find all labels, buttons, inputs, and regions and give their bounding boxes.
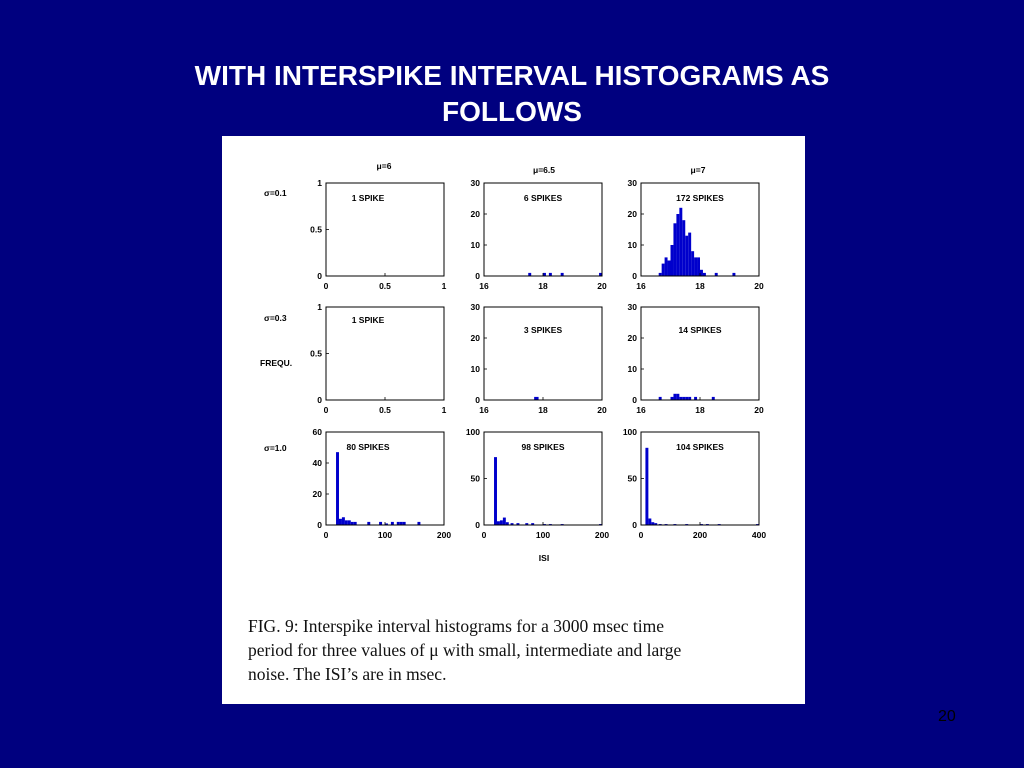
histogram-bar bbox=[503, 518, 506, 525]
x-tick-label: 18 bbox=[695, 281, 705, 291]
y-tick-label: 100 bbox=[465, 427, 480, 437]
y-tick-label: 10 bbox=[470, 240, 480, 250]
histogram-bar bbox=[342, 517, 345, 525]
x-tick-label: 400 bbox=[751, 530, 767, 540]
column-label-mu-6: μ=6 bbox=[376, 161, 392, 171]
y-tick-label: 0 bbox=[632, 395, 637, 405]
y-tick-label: 30 bbox=[470, 302, 480, 312]
x-tick-label: 100 bbox=[377, 530, 393, 540]
histogram-grid bbox=[222, 136, 805, 596]
spike-count-label: 3 SPIKES bbox=[523, 325, 563, 335]
histogram-bar bbox=[494, 457, 497, 525]
x-tick-label: 200 bbox=[594, 530, 610, 540]
page-number: 20 bbox=[938, 708, 956, 725]
y-tick-label: 30 bbox=[627, 178, 637, 188]
plot-frame bbox=[326, 307, 444, 400]
y-tick-label: 30 bbox=[470, 178, 480, 188]
histogram-bar bbox=[345, 520, 348, 525]
x-tick-label: 0 bbox=[323, 405, 329, 415]
x-tick-label: 100 bbox=[535, 530, 551, 540]
y-tick-label: 20 bbox=[470, 333, 480, 343]
histogram-bar bbox=[676, 394, 679, 400]
y-tick-label: 40 bbox=[312, 458, 322, 468]
histogram-bar bbox=[673, 223, 676, 276]
x-tick-label: 1 bbox=[441, 281, 447, 291]
y-tick-label: 10 bbox=[627, 240, 637, 250]
figure-caption bbox=[248, 614, 793, 686]
y-tick-label: 0 bbox=[317, 395, 322, 405]
histogram-bar bbox=[700, 270, 703, 276]
histogram-bar bbox=[688, 233, 691, 276]
x-tick-label: 200 bbox=[692, 530, 708, 540]
histogram-bar bbox=[665, 257, 668, 276]
y-tick-label: 1 bbox=[317, 302, 322, 312]
histogram-bar bbox=[648, 518, 651, 525]
x-tick-label: 1 bbox=[441, 405, 447, 415]
histogram-bar bbox=[691, 251, 694, 276]
x-tick-label: 0 bbox=[323, 281, 329, 291]
y-tick-label: 0 bbox=[475, 520, 480, 530]
y-tick-label: 0 bbox=[317, 271, 322, 281]
spike-count-label: 1 SPIKE bbox=[351, 315, 385, 325]
x-tick-label: 0 bbox=[481, 530, 487, 540]
y-tick-label: 50 bbox=[470, 473, 480, 484]
slide-title-line-1: WITH INTERSPIKE INTERVAL HISTOGRAMS AS bbox=[194, 60, 830, 91]
y-tick-label: 0 bbox=[632, 520, 637, 530]
x-tick-label: 20 bbox=[597, 405, 607, 415]
y-tick-label: 10 bbox=[627, 364, 637, 374]
x-tick-label: 16 bbox=[479, 405, 489, 415]
y-tick-label: 20 bbox=[627, 333, 637, 343]
histogram-bar bbox=[671, 245, 674, 276]
slide-title bbox=[0, 58, 1024, 130]
x-tick-label: 20 bbox=[754, 405, 764, 415]
spike-count-label: 80 SPIKES bbox=[346, 442, 390, 452]
x-tick-label: 0.5 bbox=[379, 405, 391, 415]
x-axis-label: ISI bbox=[538, 553, 550, 563]
histogram-bar bbox=[679, 208, 682, 276]
y-axis-label: FREQU. bbox=[260, 358, 293, 368]
caption-line-3: noise. The ISI’s are in msec. bbox=[248, 664, 447, 684]
y-tick-label: 0 bbox=[475, 271, 480, 281]
y-tick-label: 60 bbox=[312, 427, 322, 437]
histogram-bar bbox=[336, 452, 339, 525]
x-tick-label: 0 bbox=[638, 530, 644, 540]
x-tick-label: 20 bbox=[597, 281, 607, 291]
histogram-bar bbox=[676, 214, 679, 276]
histogram-bar bbox=[694, 257, 697, 276]
histogram-2-1 bbox=[310, 302, 446, 415]
x-tick-label: 16 bbox=[479, 281, 489, 291]
y-tick-label: 0.5 bbox=[310, 348, 322, 359]
histogram-2-2 bbox=[471, 302, 607, 415]
spike-count-label: 172 SPIKES bbox=[676, 193, 724, 203]
y-tick-label: 20 bbox=[627, 209, 637, 219]
y-tick-label: 10 bbox=[470, 364, 480, 374]
y-tick-label: 30 bbox=[627, 302, 637, 312]
histogram-1-3 bbox=[628, 178, 764, 291]
spike-count-label: 1 SPIKE bbox=[351, 193, 385, 203]
histogram-1-2 bbox=[471, 178, 607, 291]
histogram-3-1 bbox=[313, 427, 452, 540]
histogram-bar bbox=[348, 520, 351, 525]
column-label-mu-7: μ=7 bbox=[690, 165, 706, 175]
histogram-bar bbox=[645, 448, 648, 525]
spike-count-label: 98 SPIKES bbox=[521, 442, 565, 452]
histogram-bar bbox=[668, 261, 671, 277]
y-tick-label: 0 bbox=[632, 271, 637, 281]
histogram-bar bbox=[697, 257, 700, 276]
histogram-1-1 bbox=[310, 178, 446, 291]
y-tick-label: 20 bbox=[312, 489, 322, 499]
histogram-bar bbox=[497, 521, 500, 525]
histogram-3-2 bbox=[466, 427, 610, 540]
y-tick-label: 0 bbox=[475, 395, 480, 405]
plot-frame bbox=[641, 307, 759, 400]
histogram-bar bbox=[500, 520, 503, 525]
spike-count-label: 14 SPIKES bbox=[678, 325, 722, 335]
x-tick-label: 20 bbox=[754, 281, 764, 291]
x-tick-label: 0 bbox=[323, 530, 329, 540]
slide-title-line-2: FOLLOWS bbox=[442, 96, 582, 127]
caption-line-1: FIG. 9: Interspike interval histograms for a 3000 msec time bbox=[248, 616, 665, 636]
spike-count-label: 104 SPIKES bbox=[676, 442, 724, 452]
y-tick-label: 0.5 bbox=[310, 224, 322, 235]
row-label-sigma-1-0: σ=1.0 bbox=[264, 443, 287, 453]
figure-panel bbox=[222, 136, 805, 704]
y-tick-label: 50 bbox=[627, 473, 637, 484]
x-tick-label: 200 bbox=[436, 530, 452, 540]
histogram-bar bbox=[682, 220, 685, 276]
x-tick-label: 0.5 bbox=[379, 281, 391, 291]
row-label-sigma-0-1: σ=0.1 bbox=[264, 188, 287, 198]
histogram-3-3 bbox=[623, 427, 767, 540]
column-label-mu-6-5: μ=6.5 bbox=[533, 165, 555, 175]
x-tick-label: 16 bbox=[636, 405, 646, 415]
histogram-bar bbox=[673, 394, 676, 400]
caption-line-2: period for three values of μ with small, intermediate and large bbox=[248, 640, 682, 660]
spike-count-label: 6 SPIKES bbox=[523, 193, 563, 203]
x-tick-label: 18 bbox=[538, 405, 548, 415]
y-tick-label: 20 bbox=[470, 209, 480, 219]
plot-frame bbox=[326, 183, 444, 276]
y-tick-label: 1 bbox=[317, 178, 322, 188]
histogram-bar bbox=[339, 519, 342, 525]
x-tick-label: 16 bbox=[636, 281, 646, 291]
histogram-bar bbox=[685, 236, 688, 276]
y-tick-label: 100 bbox=[622, 427, 637, 437]
x-tick-label: 18 bbox=[538, 281, 548, 291]
histogram-2-3 bbox=[628, 302, 764, 415]
row-label-sigma-0-3: σ=0.3 bbox=[264, 313, 287, 323]
plot-frame bbox=[484, 307, 602, 400]
y-tick-label: 0 bbox=[317, 520, 322, 530]
histogram-bar bbox=[662, 264, 665, 276]
x-tick-label: 18 bbox=[695, 405, 705, 415]
